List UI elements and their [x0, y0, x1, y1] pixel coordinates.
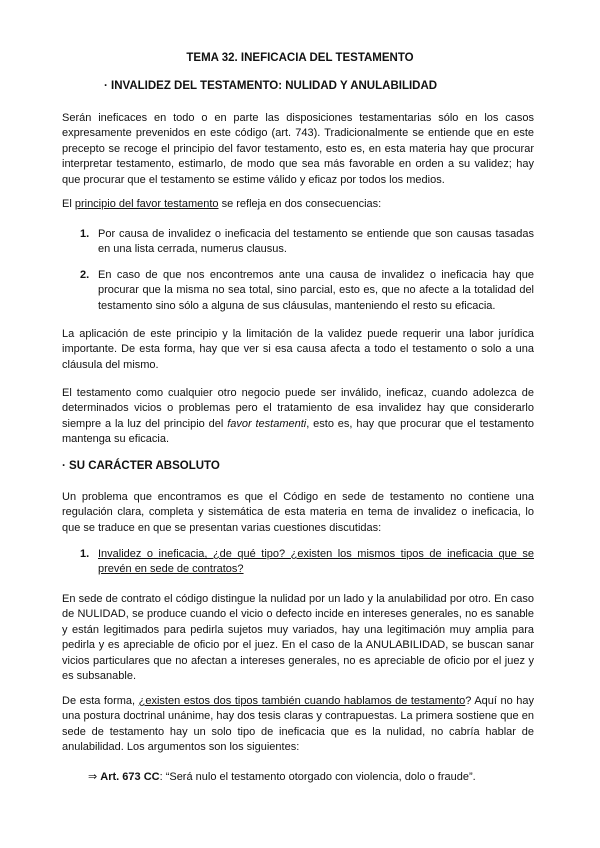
paragraph-nulidad-anulabilidad: En sede de contrato el código distingue la nulidad por un lado y la anulabilidad por otro. En caso de NULIDAD, se produce cuando el vicio o defecto incide en intereses generales, no es sanable y están legitimados para pedirla sujetos muy variados, hay una legitimación muy amplia para pedirla y es apreciable de oficio por el juez. En el caso de la ANULABILIDAD, se buscan sanar vicios particulares que no afectan a intereses generales, no es apreciable de oficio por el juez y es subsanable. [62, 593, 534, 683]
list-item [80, 547, 534, 578]
text-run: ? Aquí no hay una postura doctrinal unánime, hay dos tesis claras y contrapuestas. La primera sostiene que en sede de testamento hay un solo tipo de ineficacia que es la nulidad, no cabría hablar de anulabilidad. Los argumentos son los siguientes: [62, 695, 535, 754]
article-number: Art. 673 CC [100, 771, 160, 783]
italic-term: favor testamenti [227, 417, 307, 430]
list-item-text: Por causa de invalidez o ineficacia del testamento se entiende que son causas tasadas en una lista cerrada, numerus clausus. [98, 228, 534, 256]
text-run: El [62, 198, 75, 210]
list-number: 1. [80, 548, 90, 560]
text-run: , esto es, hay que procurar que el testamento mantenga su eficacia. [62, 417, 534, 446]
paragraph-aplicacion: La aplicación de este principio y la limitación de la validez puede requerir una labor jurídica importante. De esta forma, hay que ver si esa causa afecta a todo el testamento o solo a una cláusula del mismo. [62, 328, 534, 371]
page-title: TEMA 32. INEFICACIA DEL TESTAMENTO [186, 52, 414, 64]
arrow-icon: ⇒ [88, 771, 98, 783]
text-run: De esta forma, [62, 695, 139, 707]
text-run: El testamento como cualquier otro negocio puede ser inválido, ineficaz, cuando adolezca de determinados vicios o problemas pero el tratamiento de esa invalidez hay que considerarlo siempre a la luz del principio del [62, 387, 534, 430]
underlined-question: ¿existen estos dos tipos también cuando hablamos de testamento [138, 695, 466, 707]
section-heading-caracter-absoluto: · SU CARÁCTER ABSOLUTO [62, 460, 220, 472]
list-item-text: Invalidez o ineficacia, ¿de qué tipo? ¿existen los mismos tipos de ineficacia que se prevén en sede de contratos? [98, 548, 534, 576]
section-heading-invalidez: · INVALIDEZ DEL TESTAMENTO: NULIDAD Y ANULABILIDAD [104, 80, 438, 92]
list-item [80, 227, 534, 258]
text-run: se refleja en dos consecuencias: [218, 198, 382, 210]
underlined-term: principio del favor testamento [74, 198, 219, 210]
paragraph-tesis [62, 694, 534, 756]
list-number: 2. [80, 269, 90, 281]
list-item [80, 268, 534, 314]
list-item-text: En caso de que nos encontremos ante una causa de invalidez o ineficacia hay que procurar que la misma no sea total, sino parcial, esto es, que no afecte a la totalidad del testamento sino sólo a alguna de sus cláusulas, manteniendo el resto su eficacia. [98, 269, 534, 312]
paragraph-consecuencias [62, 197, 534, 212]
paragraph-favor-testamento-intro: Serán ineficaces en todo o en parte las disposiciones testamentarias sólo en los casos expresamente prevenidos en este código (art. 743). Tradicionalmente se entiende que en este precepto se recoge el principio del favor testamento, esto es, en esta materia hay que procurar interpretar testamento, estimarlo, de modo que sea más favorable en orden a su validez; hay que procurar que el testamento se estime válido y eficaz por todos los medios. [62, 112, 534, 186]
article-quote: : “Será nulo el testamento otorgado con violencia, dolo o fraude”. [159, 771, 476, 783]
article-reference [88, 770, 476, 785]
paragraph-testamento-invalido [62, 386, 534, 448]
list-number: 1. [80, 228, 90, 240]
paragraph-problema: Un problema que encontramos es que el Código en sede de testamento no contiene una regulación clara, completa y sistemática de esta materia en tema de invalidez o ineficacia, lo que se traduce en que se presentan varias cuestiones discutidas: [62, 491, 534, 534]
